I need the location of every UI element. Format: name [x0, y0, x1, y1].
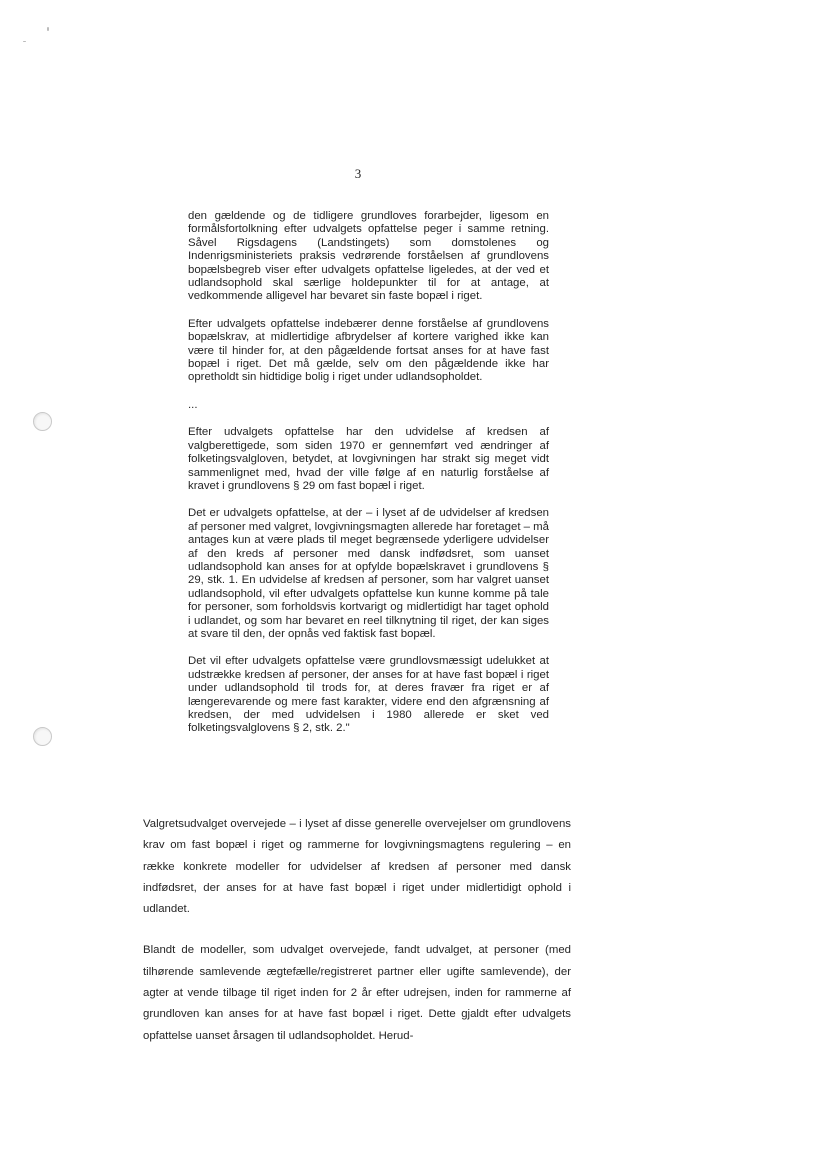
- body-paragraph: Valgretsudvalget overvejede – i lyset af disse generelle overvejelser om grundlovens krav om fast bopæl i riget og rammerne for lovgivningsmagtens regulering – en række konkrete modeller for udvidelser af kredsen af personer med dansk indfødsret, der anses for at have fast bopæl i riget under midlertidigt ophold i udlandet.: [143, 818, 571, 916]
- scan-speck: [47, 27, 49, 31]
- quote-block: [188, 210, 549, 750]
- punch-hole: [33, 412, 52, 431]
- body-paragraph: Blandt de modeller, som udvalget overvejede, fandt udvalget, at personer (med tilhørende samlevende ægtefælle/registreret partner eller ugifte samlevende), der agter at vende tilbage til riget inden for 2 år efter udrejsen, inden for rammerne af grundloven kan anses for at have fast bopæl i riget. Dette gjaldt efter udvalgets opfattelse uanset årsagen til udlandsopholdet. Herud-: [143, 944, 571, 1042]
- body-block: [143, 814, 571, 1067]
- page-number: 3: [354, 166, 362, 181]
- quote-paragraph: Det er udvalgets opfattelse, at der – i lyset af de udvidelser af kredsen af personer med valgret, lovgivningsmagten allerede har foretaget – må antages kun at være plads til meget begrænsede yderligere udvidelser af den kreds af personer med dansk indfødsret, som uanset udlandsophold kan anses for at opfylde bopælskravet i grundlovens § 29, stk. 1. En udvidelse af kredsen af personer, som har valgret uanset udlandsophold, vil efter udvalgets opfattelse kun kunne komme på tale for personer, som forholdsvis kortvarigt og midlertidigt har taget ophold i udlandet, og som har bevaret en reel tilknytning til riget, der kan siges at svare til den, der opnås ved faktisk fast bopæl.: [188, 507, 549, 640]
- quote-paragraph: Efter udvalgets opfattelse indebærer denne forståelse af grundlovens bopælskrav, at midlertidige afbrydelser af kortere varighed ikke kan være til hinder for, at den pågældende fortsat anses for at have fast bopæl i riget. Det må gælde, selv om den pågældende ikke har opretholdt sin hidtidige bolig i riget under udlandsopholdet.: [188, 317, 549, 384]
- scan-speck: [23, 41, 26, 42]
- quote-ellipsis: ...: [188, 398, 198, 411]
- punch-hole: [33, 727, 52, 746]
- quote-paragraph: Det vil efter udvalgets opfattelse være grundlovsmæssigt udelukket at udstrække kredsen af personer, der anses for at have fast bopæl i riget under udlandsophold til trods for, at deres fravær fra riget er af længerevarende og mere fast karakter, videre end den afgrænsning af kredsen, der med udvidelsen i 1980 allerede er sket ved folketingsvalglovens § 2, stk. 2.": [188, 655, 549, 735]
- quote-paragraph: den gældende og de tidligere grundloves forarbejder, ligesom en formålsfortolkning efter udvalgets opfattelse peger i samme retning. Såvel Rigsdagens (Landstingets) som domstolenes og Indenrigsministeriets praksis vedrørende forståelsen af grundlovens bopælsbegreb viser efter udvalgets opfattelse ligeledes, at der ved et udlandsophold skal særlige holdepunkter til for at antage, at vedkommende alligevel har bevaret sin faste bopæl i riget.: [188, 210, 549, 303]
- quote-paragraph: Efter udvalgets opfattelse har den udvidelse af kredsen af valgberettigede, som siden 1970 er gennemført ved ændringer af folketingsvalgloven, betydet, at lovgivningen har strakt sig meget vidt sammenlignet med, hvad der ville følge af en naturlig forståelse af kravet i grundlovens § 29 om fast bopæl i riget.: [188, 426, 549, 492]
